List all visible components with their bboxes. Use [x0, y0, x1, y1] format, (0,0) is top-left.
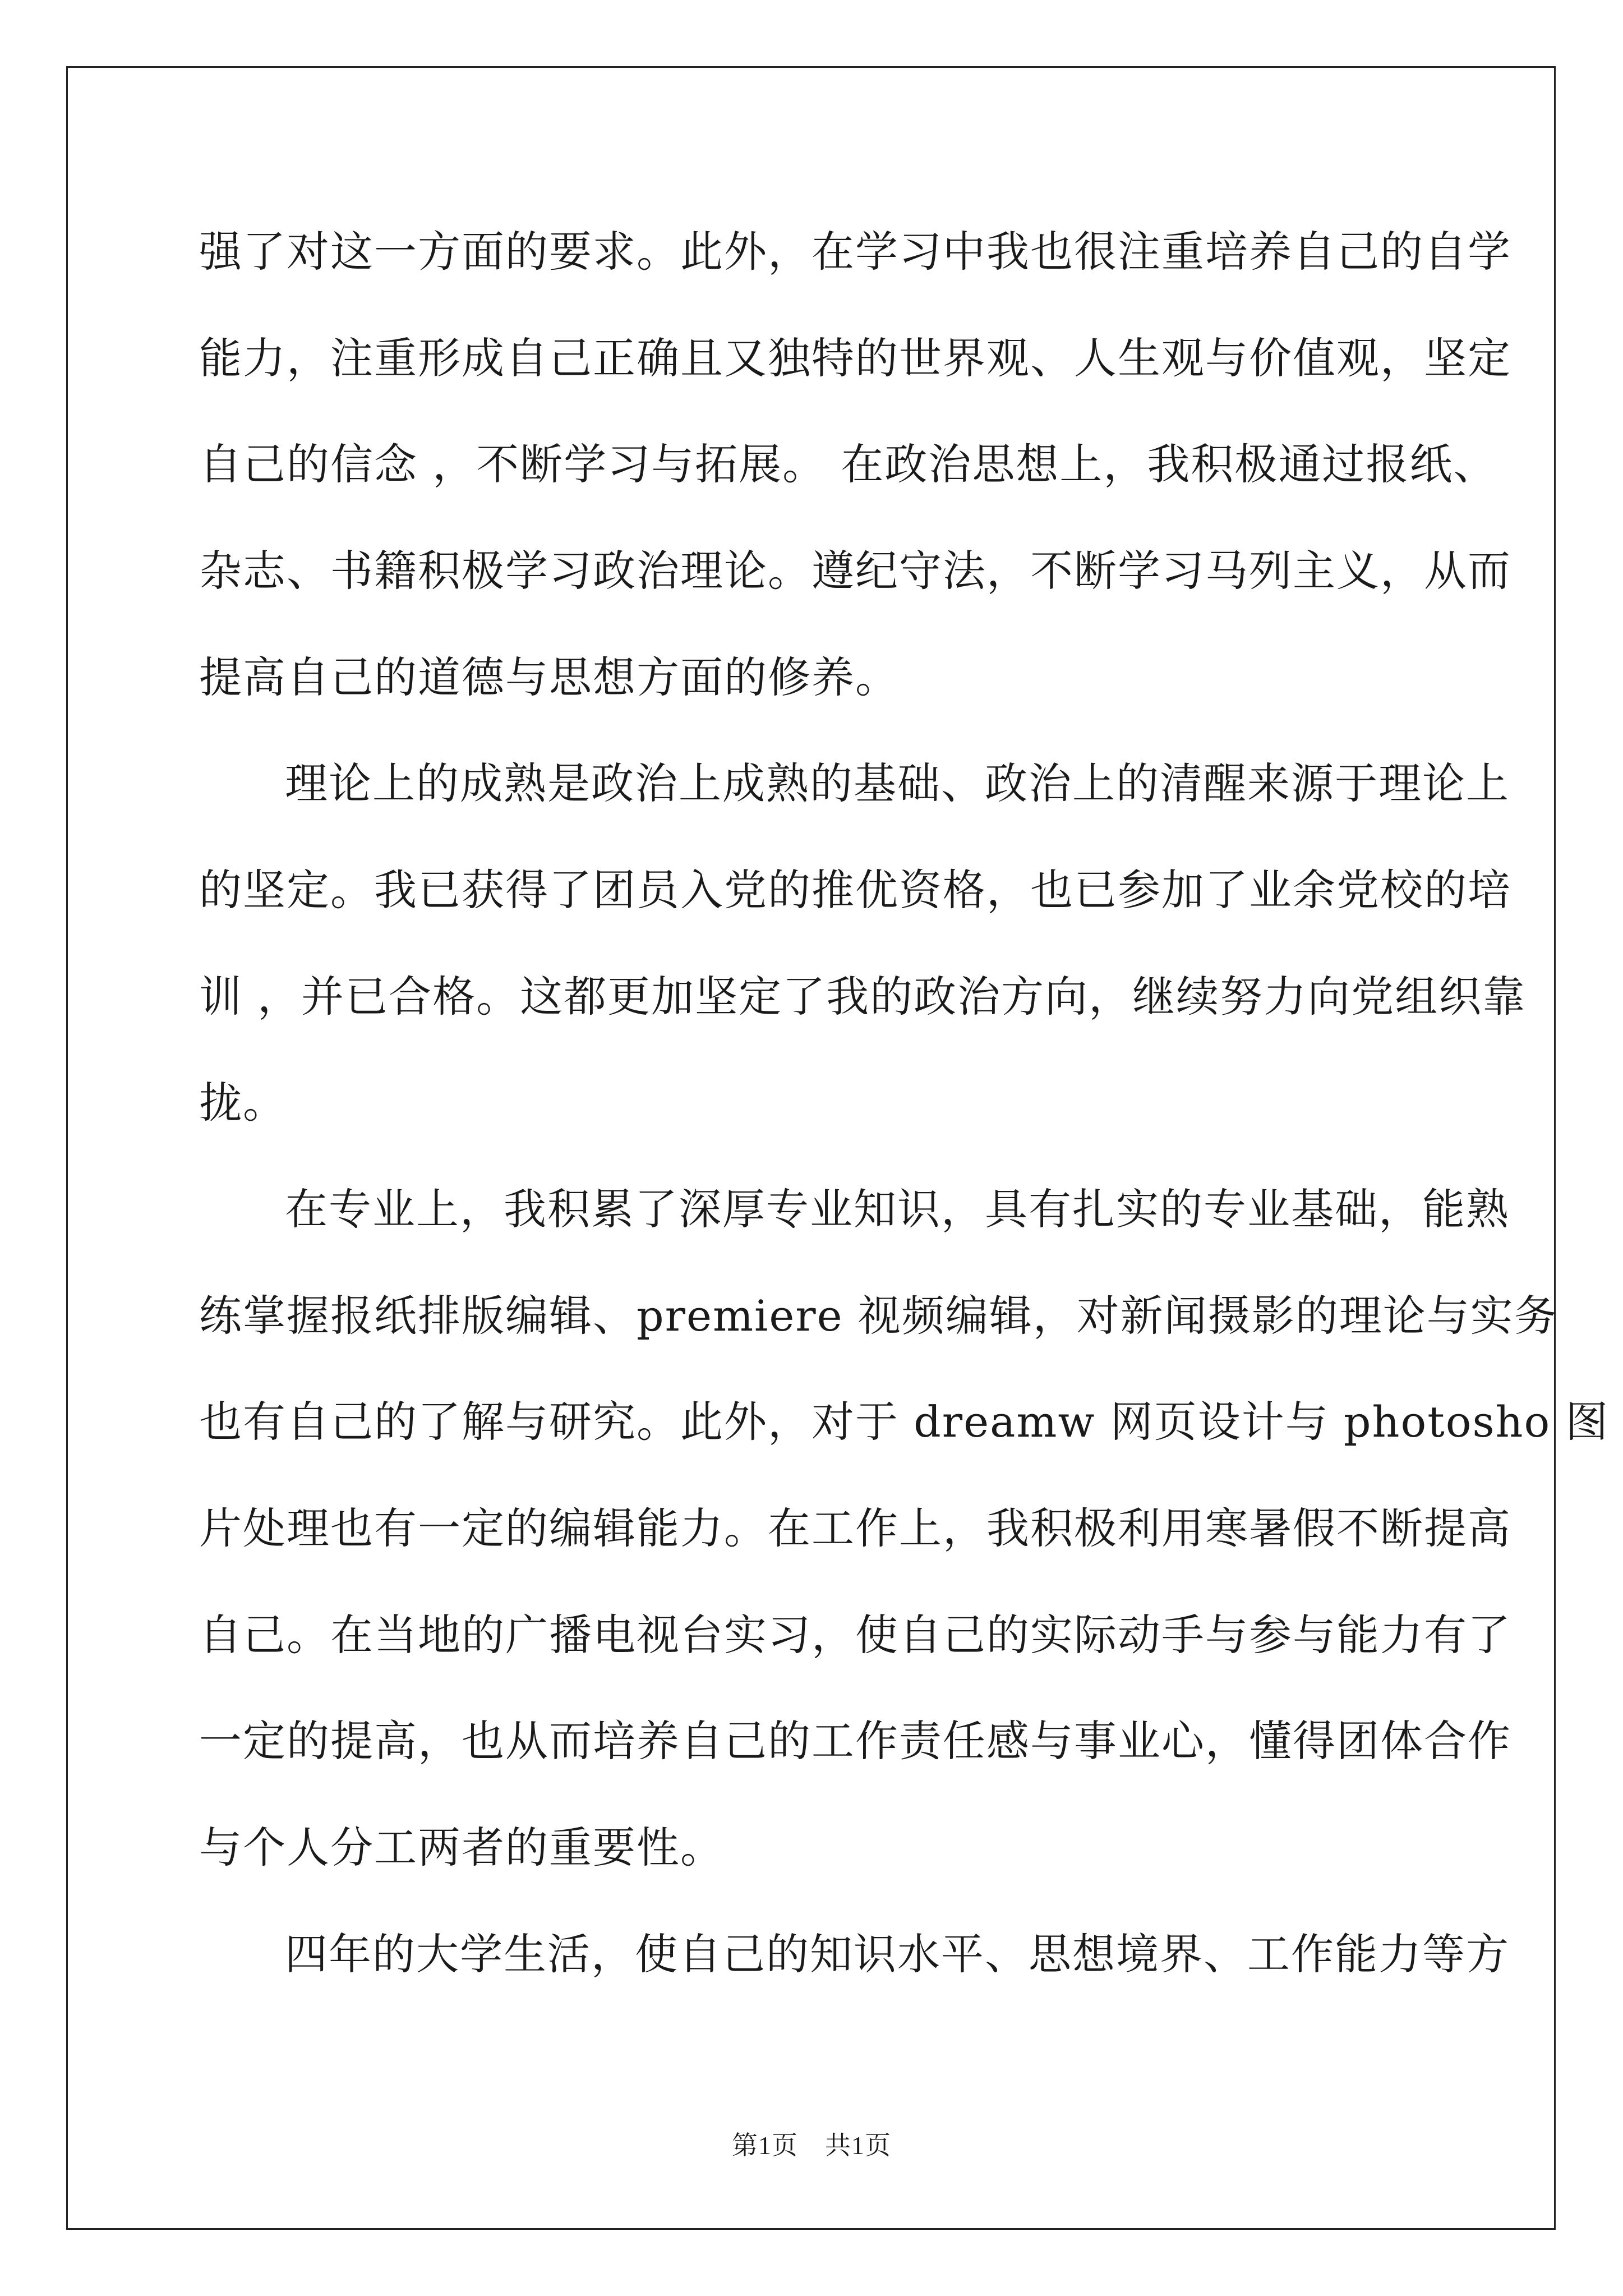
- text-line: 理论上的成熟是政治上成熟的基础、政治上的清醒来源于理论上: [285, 758, 1510, 808]
- text-line: 与个人分工两者的重要性。: [199, 1823, 724, 1872]
- text-line: 在专业上，我积累了深厚专业知识，具有扎实的专业基础，能熟: [285, 1184, 1510, 1234]
- text-line: 提高自己的道德与思想方面的修养。: [199, 652, 899, 702]
- text-line: 也有自己的了解与研究。此外，对于 dreamw 网页设计与 photosho 图: [199, 1397, 1610, 1447]
- text-line: 训 ，并已合格。这都更加坚定了我的政治方向，继续努力向党组织靠: [199, 972, 1527, 1022]
- page-number: 第1页: [732, 2131, 798, 2160]
- text-line: 练掌握报纸排版编辑、premiere 视频编辑，对新闻摄影的理论与实务: [199, 1291, 1558, 1341]
- text-line: 片处理也有一定的编辑能力。在工作上，我积极利用寒暑假不断提高: [199, 1503, 1511, 1553]
- page-total: 共1页: [825, 2131, 891, 2160]
- text-line: 强了对这一方面的要求。此外，在学习中我也很注重培养自己的自学: [199, 227, 1511, 277]
- page-border: [66, 66, 1556, 2230]
- page-footer: [0, 2129, 1623, 2162]
- text-line: 拢。: [199, 1078, 287, 1128]
- text-line: 自己。在当地的广播电视台实习，使自己的实际动手与参与能力有了: [199, 1610, 1511, 1660]
- text-line: 一定的提高，也从而培养自己的工作责任感与事业心，懂得团体合作: [199, 1716, 1511, 1766]
- text-line: 自己的信念 ，不断学习与拓展。 在政治思想上，我积极通过报纸、: [199, 439, 1497, 489]
- text-line: 四年的大学生活，使自己的知识水平、思想境界、工作能力等方: [285, 1929, 1510, 1979]
- text-line: 能力，注重形成自己正确且又独特的世界观、人生观与价值观，坚定: [199, 333, 1511, 383]
- text-line: 的坚定。我已获得了团员入党的推优资格，也已参加了业余党校的培: [199, 865, 1511, 915]
- text-line: 杂志、书籍积极学习政治理论。遵纪守法，不断学习马列主义，从而: [199, 546, 1511, 596]
